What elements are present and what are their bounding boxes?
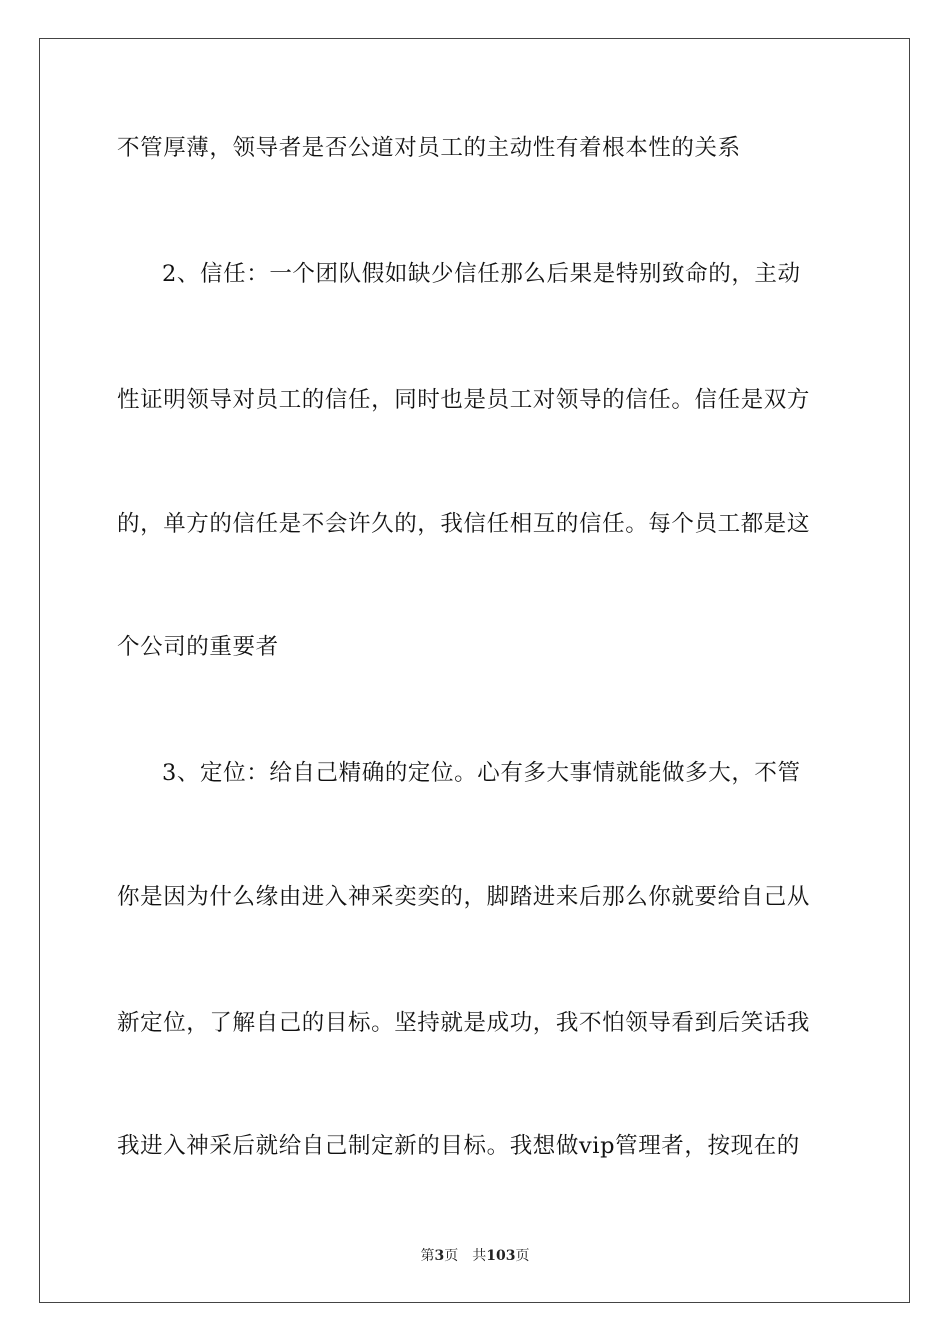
footer-page-suffix: 页 <box>444 1248 459 1264</box>
text-line-5: 个公司的重要者 <box>117 634 279 660</box>
footer-total-suffix: 页 <box>515 1248 530 1264</box>
page-border <box>39 38 910 1303</box>
footer-page-prefix: 第 <box>420 1248 435 1264</box>
text-line-2: 2、信任：一个团队假如缺少信任那么后果是特别致命的，主动 <box>162 261 801 287</box>
text-line-6: 3、定位：给自己精确的定位。心有多大事情就能做多大，不管 <box>162 760 801 786</box>
text-line-7: 你是因为什么缘由进入神采奕奕的，脚踏进来后那么你就要给自己从 <box>117 884 811 910</box>
footer-total-pages: 103 <box>486 1248 516 1264</box>
text-line-3: 性证明领导对员工的信任，同时也是员工对领导的信任。信任是双方 <box>117 387 811 413</box>
footer-page-number: 3 <box>434 1248 445 1264</box>
text-line-9: 我进入神采后就给自己制定新的目标。我想做vip管理者，按现在的 <box>117 1133 800 1159</box>
page-footer <box>0 1246 950 1266</box>
footer-total-prefix: 共 <box>472 1248 487 1264</box>
text-line-1: 不管厚薄，领导者是否公道对员工的主动性有着根本性的关系 <box>117 135 741 161</box>
text-line-8: 新定位，了解自己的目标。坚持就是成功，我不怕领导看到后笑话我 <box>117 1010 811 1036</box>
text-line-4: 的，单方的信任是不会许久的，我信任相互的信任。每个员工都是这 <box>117 511 811 537</box>
